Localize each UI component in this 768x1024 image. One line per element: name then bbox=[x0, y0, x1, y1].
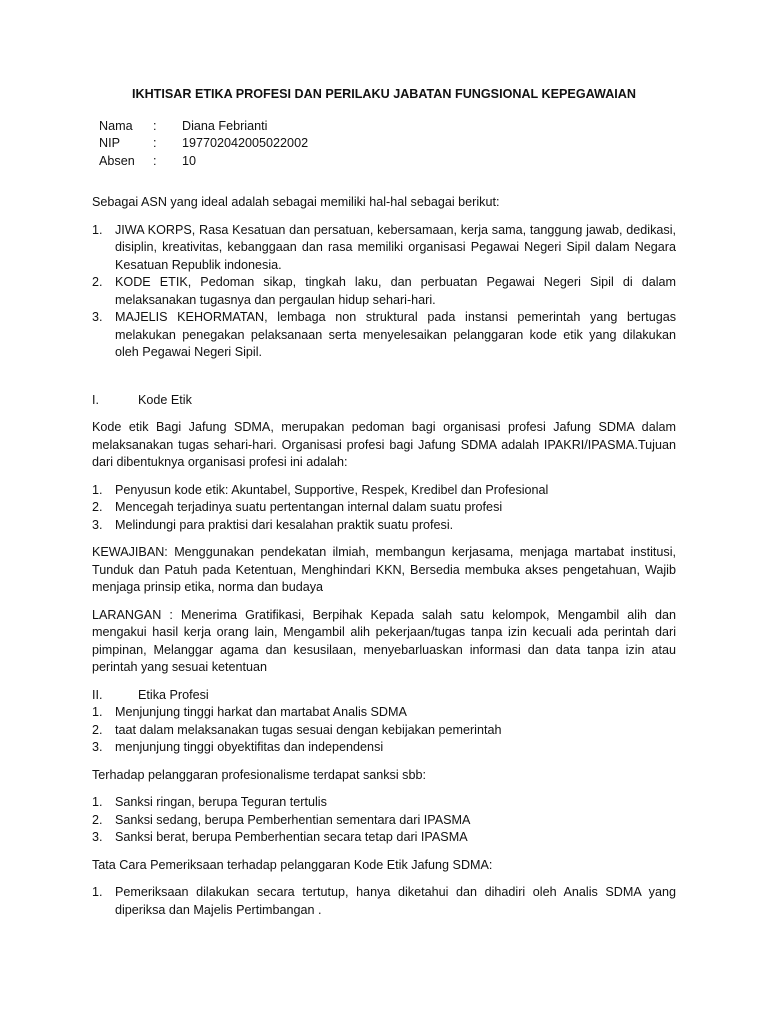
document-content bbox=[92, 86, 676, 919]
list-number: 3. bbox=[92, 740, 103, 754]
identity-value: Diana Febrianti bbox=[182, 118, 268, 133]
etika-profesi-list bbox=[92, 704, 676, 757]
list-item-text: Penyusun kode etik: Akuntabel, Supportive, Respek, Kredibel dan Profesional bbox=[115, 482, 549, 497]
sanksi-list bbox=[92, 794, 676, 847]
list-item-text: Sanksi ringan, berupa Teguran tertulis bbox=[115, 795, 327, 809]
list-number: 3. bbox=[92, 517, 103, 532]
section-number: II. bbox=[92, 687, 103, 702]
section-title: Etika Profesi bbox=[138, 687, 209, 702]
list-item-text: taat dalam melaksanakan tugas sesuai dengan kebijakan pemerintah bbox=[115, 722, 502, 737]
list-item bbox=[92, 274, 676, 309]
tatacara-list bbox=[92, 884, 676, 919]
section-heading-etika-profesi bbox=[92, 687, 676, 705]
list-item-text: Mencegah terjadinya suatu pertentangan internal dalam suatu profesi bbox=[115, 500, 503, 514]
list-item bbox=[92, 739, 676, 757]
intro-paragraph: Sebagai ASN yang ideal adalah sebagai memiliki hal-hal sebagai berikut: bbox=[92, 195, 500, 209]
list-number: 1. bbox=[92, 482, 103, 497]
sanksi-intro: Terhadap pelanggaran profesionalisme terdapat sanksi sbb: bbox=[92, 767, 426, 782]
section-heading-kode-etik bbox=[92, 392, 676, 410]
list-item bbox=[92, 884, 676, 919]
document-title: IKHTISAR ETIKA PROFESI DAN PERILAKU JABATAN FUNGSIONAL KEPEGAWAIAN bbox=[131, 87, 636, 101]
list-item-text: Sanksi sedang, berupa Pemberhentian sementara dari IPASMA bbox=[115, 812, 471, 827]
kewajiban-paragraph: KEWAJIBAN: Menggunakan pendekatan ilmiah, membangun kerjasama, menjaga martabat institusi, Tunduk dan Patuh pada Ketentuan, Menghindari KKN, Bersedia membuka akses pengetahuan, Wajib menjaga prinsip etika, norma dan budaya bbox=[92, 545, 676, 594]
list-number: 1. bbox=[92, 795, 103, 809]
list-item bbox=[92, 309, 676, 362]
identity-label: Nama bbox=[99, 118, 133, 133]
list-item-text: Melindungi para praktisi dari kesalahan praktik suatu profesi. bbox=[115, 517, 454, 532]
list-item bbox=[92, 482, 676, 500]
list-item bbox=[92, 794, 676, 812]
list-item-text: JIWA KORPS, Rasa Kesatuan dan persatuan, kebersamaan, kerja sama, tanggung jawab, dedikasi, disiplin, kreativitas, kebanggaan dan rasa memiliki organisasi Pegawai Negeri Sipil dalam Negara Kesatuan Republik indonesia. bbox=[115, 222, 676, 272]
list-number: 3. bbox=[92, 310, 103, 324]
section-number: I. bbox=[92, 392, 99, 407]
list-item bbox=[92, 829, 676, 847]
identity-row-name bbox=[99, 118, 308, 136]
kode-etik-paragraph: Kode etik Bagi Jafung SDMA, merupakan pedoman bagi organisasi profesi Jafung SDMA dalam melaksanakan tugas sehari-hari. Organisasi profesi bagi Jafung SDMA adalah IPAKRI/IPASMA.Tujuan dari dibentuknya organisasi profesi ini adalah: bbox=[92, 420, 676, 469]
list-number: 2. bbox=[92, 500, 103, 514]
asn-list bbox=[92, 222, 676, 362]
list-number: 1. bbox=[92, 705, 103, 719]
list-item-text: Pemeriksaan dilakukan secara tertutup, hanya diketahui dan dihadiri oleh Analis SDMA yang diperiksa dan Majelis Pertimbangan . bbox=[115, 885, 676, 917]
list-number: 2. bbox=[92, 722, 103, 737]
list-number: 2. bbox=[92, 275, 103, 289]
goals-list bbox=[92, 482, 676, 535]
list-item-text: KODE ETIK, Pedoman sikap, tingkah laku, dan perbuatan Pegawai Negeri Sipil di dalam melaksanakan tugasnya dan pergaulan hidup sehari-hari. bbox=[115, 275, 676, 307]
identity-label: Absen bbox=[99, 153, 135, 168]
section-title: Kode Etik bbox=[138, 392, 192, 407]
larangan-paragraph: LARANGAN : Menerima Gratifikasi, Berpihak Kepada salah satu kelompok, Mengambil alih dan mengakui hasil kerja orang lain, Mengambil alih pekerjaan/tugas tanpa izin kecuali ada perintah dari pimpinan, Melanggar agama dan kesusilaan, menyebarluaskan informasi dan data tanpa izin atau perintah yang sesuai ketentuan bbox=[92, 607, 676, 674]
identity-row-absen bbox=[99, 153, 308, 171]
identity-table bbox=[99, 118, 308, 171]
list-item bbox=[92, 722, 676, 740]
identity-value: 197702042005022002 bbox=[182, 136, 309, 150]
list-item bbox=[92, 517, 676, 535]
identity-separator: : bbox=[153, 153, 157, 168]
list-number: 3. bbox=[92, 830, 103, 844]
list-item bbox=[92, 499, 676, 517]
list-item-text: menjunjung tinggi obyektifitas dan independensi bbox=[115, 740, 384, 754]
identity-value: 10 bbox=[182, 153, 197, 168]
list-item-text: Sanksi berat, berupa Pemberhentian secara tetap dari IPASMA bbox=[115, 830, 468, 844]
list-item bbox=[92, 222, 676, 275]
tatacara-intro: Tata Cara Pemeriksaan terhadap pelanggaran Kode Etik Jafung SDMA: bbox=[92, 857, 493, 872]
list-number: 1. bbox=[92, 222, 103, 237]
list-item bbox=[92, 812, 676, 830]
identity-separator: : bbox=[153, 118, 157, 133]
identity-row-nip bbox=[99, 135, 308, 153]
list-number: 2. bbox=[92, 812, 103, 827]
list-number: 1. bbox=[92, 885, 103, 899]
list-item-text: Menjunjung tinggi harkat dan martabat Analis SDMA bbox=[115, 705, 407, 719]
list-item bbox=[92, 704, 676, 722]
list-item-text: MAJELIS KEHORMATAN, lembaga non struktural pada instansi pemerintah yang bertugas melakukan penegakan pelaksanaan serta menyelesaikan pelanggaran kode etik yang dilakukan oleh Pegawai Negeri Sipil. bbox=[115, 310, 676, 359]
identity-label: NIP bbox=[99, 136, 120, 150]
identity-separator: : bbox=[153, 136, 157, 150]
